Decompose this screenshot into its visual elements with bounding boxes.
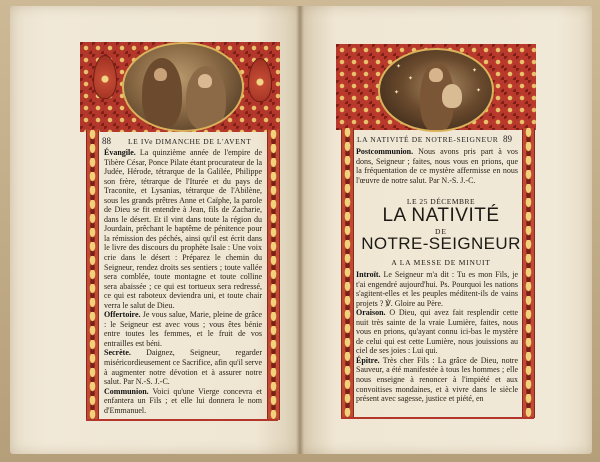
feast-date: LE 25 DÉCEMBRE bbox=[406, 197, 476, 206]
collect-text: O Dieu, qui avez fait resplendir cette nuit très sainte de la vraie Lumière, faites, nous vous en prions, qu'ayant connu ici-bas le mystère de celui qui est cette Lumière, nous jouissions au ciel de ses joies : Lui qui. bbox=[356, 308, 518, 356]
postcommunion-label: Postcommunion. bbox=[356, 147, 414, 156]
face-virgin bbox=[429, 68, 443, 82]
epistle-label: Épître. bbox=[356, 355, 380, 365]
face-mary bbox=[198, 74, 212, 88]
figure-child bbox=[442, 84, 462, 108]
left-bottom-rule bbox=[86, 419, 278, 421]
secret-text: Daignez, Seigneur, regarder miséricordieusement ce Sacrifice, afin qu'il serve à augmenter notre dévotion et à assurer notre salut. Par N.-S. J.-C. bbox=[104, 348, 262, 387]
feast-title-line1: LA NATIVITÉ bbox=[382, 205, 500, 226]
communion-paragraph bbox=[104, 387, 262, 416]
gospel-text: La quinzième année de l'empire de Tibère César, Ponce Pilate étant procurateur de la Judée, Hérode, tétrarque de la Galilée, Philippe son frère, tétrarque de l'Iturée et du pays de Traconite, et Lysanias, tétrarque de l'Abilène, sous les grands prêtres Anne et Caïphe, la parole de Dieu se fit entendre à Jean, fils de Zacharie, dans le désert. Et il vint dans toute la région du Jourdain, prêchant le baptême de pénitence pour la rémission des péchés, ainsi qu'il est écrit dans le livre des discours du prophète Isaïe : Une voix crie dans le désert : Préparez le chemin du Seigneur, rendez droits ses sentiers ; toute vallée sera comblée, toute montagne et toute colline sera abaissée ; ce qui est tortueux sera redressé, ce qui est raboteux deviendra uni, et toute chair verra le salut de Dieu. bbox=[104, 148, 262, 310]
left-illustration-medallion bbox=[122, 42, 244, 132]
left-ornament-leaf-right bbox=[248, 58, 272, 102]
secret-paragraph bbox=[104, 348, 262, 386]
book-gutter bbox=[296, 6, 304, 454]
face-elizabeth bbox=[154, 68, 167, 81]
right-page-number: 89 bbox=[503, 134, 512, 144]
right-page-text bbox=[356, 270, 518, 404]
gospel-label: Évangile. bbox=[104, 148, 136, 157]
secret-label: Secrète. bbox=[104, 348, 131, 358]
epistle-paragraph bbox=[356, 356, 518, 404]
offertory-label: Offertoire. bbox=[104, 310, 141, 320]
left-page-number: 88 bbox=[102, 136, 111, 146]
right-running-head: LA NATIVITÉ DE NOTRE-SEIGNEUR bbox=[357, 135, 499, 144]
epistle-text: Très cher Fils : La grâce de Dieu, notre Sauveur, a été manifestée à tous les hommes ; elle nous enseigne à renoncer à l'impiété et aux convoitises mondaines, et à vivre dans le siècle présent avec sagesse, justice et piété, en bbox=[356, 355, 518, 404]
collect-paragraph bbox=[356, 308, 518, 356]
right-bottom-rule bbox=[341, 417, 534, 419]
gospel-paragraph bbox=[104, 148, 262, 310]
left-border-left bbox=[86, 130, 99, 420]
star-icon: ✦ bbox=[472, 68, 478, 74]
right-border-left bbox=[341, 128, 354, 418]
left-page-text bbox=[104, 148, 262, 415]
star-icon: ✦ bbox=[476, 88, 482, 94]
left-ornament-leaf-left bbox=[93, 55, 117, 99]
introit-label: Introït. bbox=[356, 270, 381, 279]
communion-text: Voici qu'une Vierge concevra et enfantera un Fils ; et elle lui donnera le nom d'Emmanuel. bbox=[104, 386, 262, 415]
left-border-right bbox=[267, 130, 280, 420]
star-icon: ✦ bbox=[396, 64, 402, 70]
feast-title-line3: NOTRE-SEIGNEUR bbox=[361, 234, 521, 253]
right-illustration-medallion bbox=[378, 48, 494, 132]
right-border-right bbox=[522, 128, 535, 418]
introit-paragraph bbox=[356, 270, 518, 308]
offertory-paragraph bbox=[104, 310, 262, 348]
postcommunion-text: Nous avons pris part à vos dons, Seigneur ; faites, nous vous en prions, que la fréquentation de ce mystère affermisse en nous l'œuvre de notre salut. Par N.-S. J.-C. bbox=[356, 147, 518, 185]
communion-label: Communion. bbox=[104, 386, 149, 396]
collect-label: Oraison. bbox=[356, 308, 386, 318]
mass-subtitle: A LA MESSE DE MINUIT bbox=[391, 258, 491, 267]
feast-title-line2: DE bbox=[435, 227, 447, 236]
introit-text: Le Seigneur m'a dit : Tu es mon Fils, je t'ai engendré aujourd'hui. Ps. Pourquoi les nations s'agitent-elles et les peuples méditent-ils de vains projets ? ℣. Gloire au Père. bbox=[356, 270, 518, 308]
postcommunion-paragraph bbox=[356, 147, 518, 185]
left-running-head: LE IVe DIMANCHE DE L'AVENT bbox=[128, 137, 252, 146]
star-icon: ✦ bbox=[394, 90, 400, 96]
star-icon: ✦ bbox=[408, 76, 414, 82]
offertory-text: Je vous salue, Marie, pleine de grâce : le Seigneur est avec vous ; vous êtes bénie entre toutes les femmes, et le fruit de vos entrailles est béni. bbox=[104, 310, 262, 348]
